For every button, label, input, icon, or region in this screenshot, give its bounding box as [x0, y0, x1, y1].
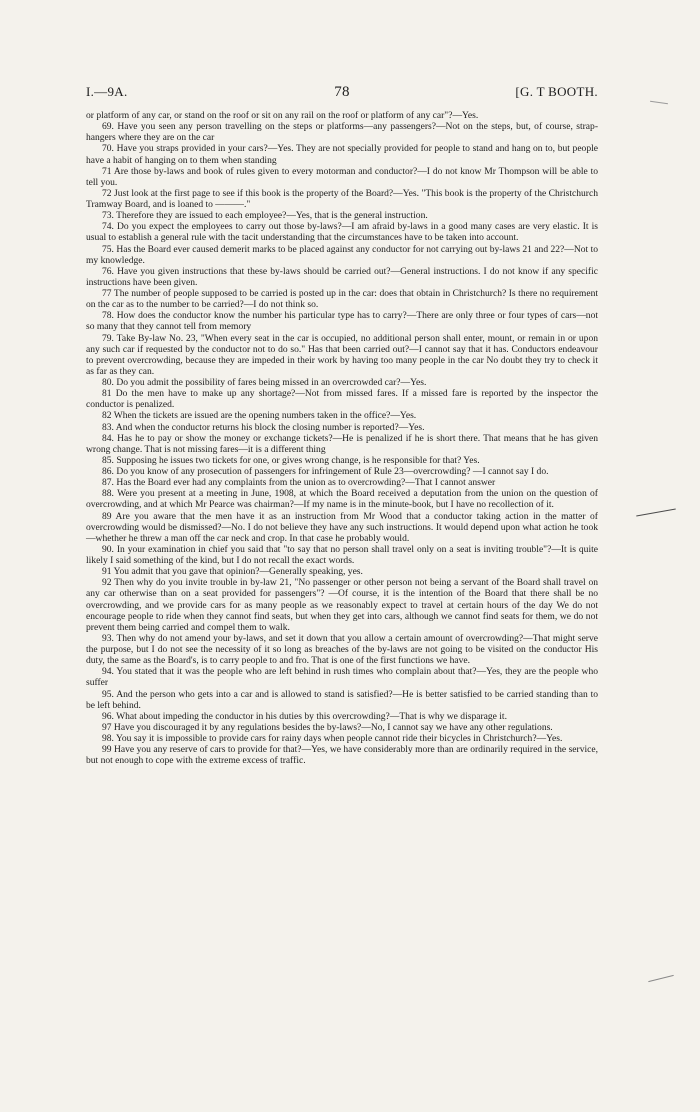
paragraph: 79. Take By-law No. 23, "When every seat in the car is occupied, no additional person shall enter, mount, or remain in or upon any such car if requested by the conductor not to do so." Has that been carried out?—I cannot say that it has. Conductors endeavour to prevent overcrowding, because they are impeded in their work by having too many people in the car No doubt they try to check it as far as they can. — [86, 332, 598, 377]
paragraph: 82 When the tickets are issued are the opening numbers taken in the office?—Yes. — [102, 410, 417, 422]
margin-mark — [650, 101, 668, 104]
paragraph: or platform of any car, or stand on the roof or sit on any rail on the roof or platform of any car"?—Yes. — [86, 110, 479, 121]
paragraph: 78. How does the conductor know the number his particular type has to carry?—There are only three or four types of cars—not so many that they cannot tell from memory — [86, 310, 598, 333]
paragraph: 71 Are those by-laws and book of rules given to every motorman and conductor?—I do not know Mr Thompson will be able to tell you. — [86, 165, 598, 188]
paragraph: 97 Have you discouraged it by any regulations besides the by-laws?—No, I cannot say we have any other regulations. — [102, 721, 553, 733]
paragraph: 73. Therefore they are issued to each employee?—Yes, that is the general instruction. — [102, 210, 428, 222]
paragraph: 94. You stated that it was the people who are left behind in rush times who complain about that?—Yes, they are the people who suffer — [86, 666, 598, 689]
page-number: 78 — [334, 84, 350, 100]
paragraph: 75. Has the Board ever caused demerit marks to be placed against any conductor for not carrying out by-laws 21 and 22?—Not to my knowledge. — [86, 243, 598, 266]
paragraph: 90. In your examination in chief you said that "to say that no person shall travel only on a seat is inviting trouble"?—It is quite likely I said something of the kind, but I do not recall the exact words. — [86, 543, 598, 566]
paragraph: 74. Do you expect the employees to carry out those by-laws?—I am afraid by-laws in a good many cases are very elastic. It is usual to establish a general rule with the tacit understanding that the circumstances have to be taken into account. — [86, 221, 598, 244]
paragraph: 69. Have you seen any person travelling on the steps or platforms—any passengers?—Not on the steps, but, of course, strap-hangers where they are on the car — [86, 121, 598, 144]
document-page — [86, 84, 598, 766]
page-header — [86, 84, 598, 110]
paragraph: 86. Do you know of any prosecution of passengers for infringement of Rule 23—overcrowding? —I cannot say I do. — [102, 466, 549, 477]
paragraph: 96. What about impeding the conductor in his duties by this overcrowding?—That is why we disparage it. — [102, 710, 507, 722]
paragraph: 93. Then why do not amend your by-laws, and set it down that you allow a certain amount of overcrowding?—That might serve the purpose, but I do not see the necessity of it so long as breaches of the by-laws are not going to be visited on the conductor His duty, the same as the Board's, is to carry people to and fro. That is one of the first functions we have. — [86, 632, 598, 667]
paragraph: 85. Supposing he issues two tickets for one, or gives wrong change, is he responsible for that? Yes. — [102, 454, 480, 466]
paragraph: 76. Have you given instructions that these by-laws should be carried out?—General instructions. I do not know if any specific instructions have been given. — [86, 265, 598, 288]
paragraph: 92 Then why do you invite trouble in by-law 21, "No passenger or other person not being a servant of the Board shall travel on any car otherwise than on a seat provided for passengers"? —Of course, it is the intention of the Board that there shall be no overcrowding, and we provide cars for as many people as we reasonably expect to travel at certain hours of the day We do not encourage people to ride when they cannot find seats, but when they get into cars, although we cannot find seats for them, we do not prevent them being carried and compel them to walk. — [86, 577, 598, 633]
paragraph: 72 Just look at the first page to see if this book is the property of the Board?—Yes. "This book is the property of the Christchurch Tramway Board, and is loaned to ———." — [86, 187, 598, 210]
paragraph: 81 Do the men have to make up any shortage?—Not from missed fares. If a missed fare is reported by the inspector the conductor is penalized. — [86, 388, 598, 411]
paragraph: 98. You say it is impossible to provide cars for rainy days when people cannot ride their bicycles in Christchurch?—Yes. — [102, 733, 563, 744]
margin-mark — [648, 975, 673, 982]
paragraph: 70. Have you straps provided in your cars?—Yes. They are not specially provided for people to stand and hang on to, but people have a habit of hanging on to them when standing — [86, 143, 598, 166]
paragraph: 88. Were you present at a meeting in June, 1908, at which the Board received a deputation from the union on the question of overcrowding, and at which Mr Pearce was chairman?—If my name is in the minute-book, but I have no recollection of it. — [86, 488, 598, 511]
margin-mark — [636, 509, 676, 517]
paragraph: 95. And the person who gets into a car and is allowed to stand is satisfied?—He is better satisfied to be carried standing than to be left behind. — [86, 688, 598, 711]
paragraph: 83. And when the conductor returns his block the closing number is reported?—Yes. — [102, 421, 425, 433]
paragraph: 99 Have you any reserve of cars to provide for that?—Yes, we have considerably more than are ordinarily required in the service, but not enough to cope with the extreme excess of traffic. — [86, 744, 598, 767]
witness-name: [G. T BOOTH. — [515, 84, 598, 99]
document-reference: I.—9A. — [86, 84, 128, 99]
paragraph: 80. Do you admit the possibility of fares being missed in an overcrowded car?—Yes. — [102, 377, 427, 388]
paragraph: 77 The number of people supposed to be carried is posted up in the car: does that obtain in Christchurch? Is there no requirement on the car as to the number to be carried?—I do not think so. — [86, 288, 598, 311]
paragraph: 84. Has he to pay or show the money or exchange tickets?—He is penalized if he is short there. That means that he has given wrong change. That is not missing fares—it is a different thing — [86, 432, 598, 455]
document-body — [86, 110, 598, 766]
paragraph: 91 You admit that you gave that opinion?—Generally speaking, yes. — [102, 566, 363, 578]
paragraph: 89 Are you aware that the men have it as an instruction from Mr Wood that a conductor taking action in the matter of overcrowding would be dismissed?—No. I do not believe they have any such instructions. It would depend upon what action he took—whether he threw a man off the car neck and crop. In that case he probably would. — [86, 510, 598, 544]
paragraph: 87. Has the Board ever had any complaints from the union as to overcrowding?—That I cannot answer — [102, 477, 496, 489]
